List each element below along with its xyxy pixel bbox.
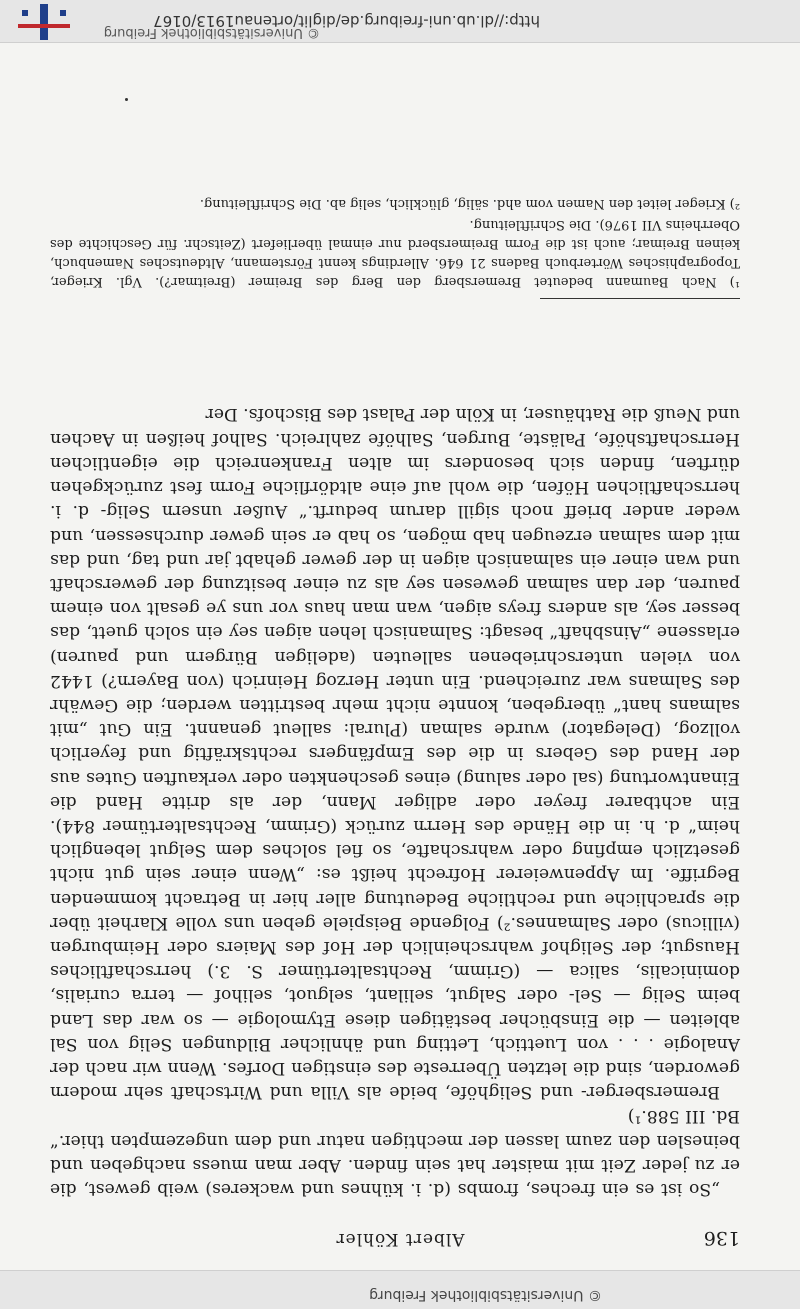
footnote-rule — [540, 298, 740, 299]
library-logo-icon — [18, 4, 70, 40]
viewer-bottom-bar — [0, 0, 800, 43]
running-title: Albert Köhler — [335, 1229, 465, 1249]
paragraph-2: Bremersberger- und Selighöfe, beide als Villa und Wirtschaft sehr modern geworden, sind die letzten Überreste des einstigen Dorfes. Wenn wir nach der Analogie . . . von Luettich, Letting und ähnlicher Bildungen Selig von Sal ableiten — die Einsbücher bestätigen diese Etymologie — so war das Land beim Selig — Sel- oder Salgut, selilant, selguot, selihof — terra curialis, dominicalis, salica — (Grimm, Rechtsaltertümer S. 3.) herrschaftliches Hausgut; der Selighof wahrscheinlich der Hof des Maiers oder Heimburgen (villicus) oder Salmannes.²) Folgende Beispiele geben uns volle Klarheit über die sprachliche und rechtliche Bedeutung aller hier in Betracht kommenden Begriffe. Im Appenweierer Hofrecht heißt es: „Wenn einer sein gut nicht gesetzlich empfing oder wahrschafte, so fiel solches dem Selgut lebenglich heim“ d. h. in die Hände des Herrn zurück (Grimm, Rechtsaltertümer 844). Ein achtbarer freyer oder adliger Mann, der als dritte Hand die Einantwortung (sal oder salung) eines geschenkten oder verkauften Gutes aus der Hand des Gebers in die des Empfängers rechtskräftig und feyerlich vollzog, (Delegator) wurde salman (Plural: salleut genannt. Ein Gut „mit salmans hant“ übergeben, konnte nicht mehr bestritten werden; die Gewähr des Salmans war zureichend. Ein unter Herzog Heinrich (von Bayern?) 1442 von vielen unterschriebenen salleuten (adeligen Bürgern und pauren) erlassene „Ainsbhaft“ besagt: Salmanisch lehen aigen sey ein solch guett, das besser sey, als anders freys aigen, wan man haus vor uns ye gesalt von einem pauren, der dan salman gewesen sey als zu einer besitzung der gewerschaft und wan einer ein salmanisch aigen in der gewer gehabt jar und tag, und das mit dem salman erzeugen hab mögen, so hab er sein gewer durchsessen, und weder ander brieff noch sigill darum bedurft.“ Außer unsern Selig- d. i. herrschaftlichen Höfen, die wohl auf eine altdörfliche Form fest zurückgehen dürften, finden sich besonders im alten Frankenreich die eigentlichen Herrschaftshöfe, Paläste, Burgen, Salhöfe zahlreich. Salhof heißen in Aachen und Neuß die Rathäuser, in Köln der Palast des Bischofs. Der — [50, 404, 740, 1103]
footnotes — [50, 192, 740, 291]
ink-speck — [125, 98, 128, 101]
footnote-1: ¹) Nach Baumann bedeutet Bremersberg den Berg des Breimer (Breitmar?). Vgl. Krieger, Topographisches Wörterbuch Badens 21 646. Allerdings kennt Förstemann, Altdeutsches Namenbuch, keinen Breimar; auch ist die Form Breimersberd nur einmal überliefert (Zeitschr. für Geschichte des Oberrheins VII 1976). Die Schriftleitung. — [50, 217, 740, 289]
page-number: 136 — [703, 1227, 740, 1249]
viewer-top-bar — [0, 1270, 800, 1309]
attribution-top: © Universitätsbibliothek Freiburg — [369, 1287, 602, 1303]
main-text — [50, 402, 740, 1201]
running-header — [60, 1219, 740, 1249]
paragraph-1: „So ist es ein freches, frombs (d. i. kühnes und wackeres) weib gewest, die er zu jeder Zeit mit maister hat sein finden. Aber man muess nachgeben und beineslen den zaum lassen der mechtigen natur und dem ungezempten thier.“ Bd. III 588.¹) — [50, 1106, 740, 1199]
footnote-2: ²) Krieger leitet den Namen vom ahd. sälig, glücklich, selig ab. Die Schriftleitung. — [199, 196, 740, 211]
attribution-bottom: © Universitätsbibliothek Freiburg — [103, 25, 320, 40]
source-url-link[interactable]: http://dl.ub.uni-freiburg.de/diglit/ortenau1913/0167 — [153, 12, 540, 30]
